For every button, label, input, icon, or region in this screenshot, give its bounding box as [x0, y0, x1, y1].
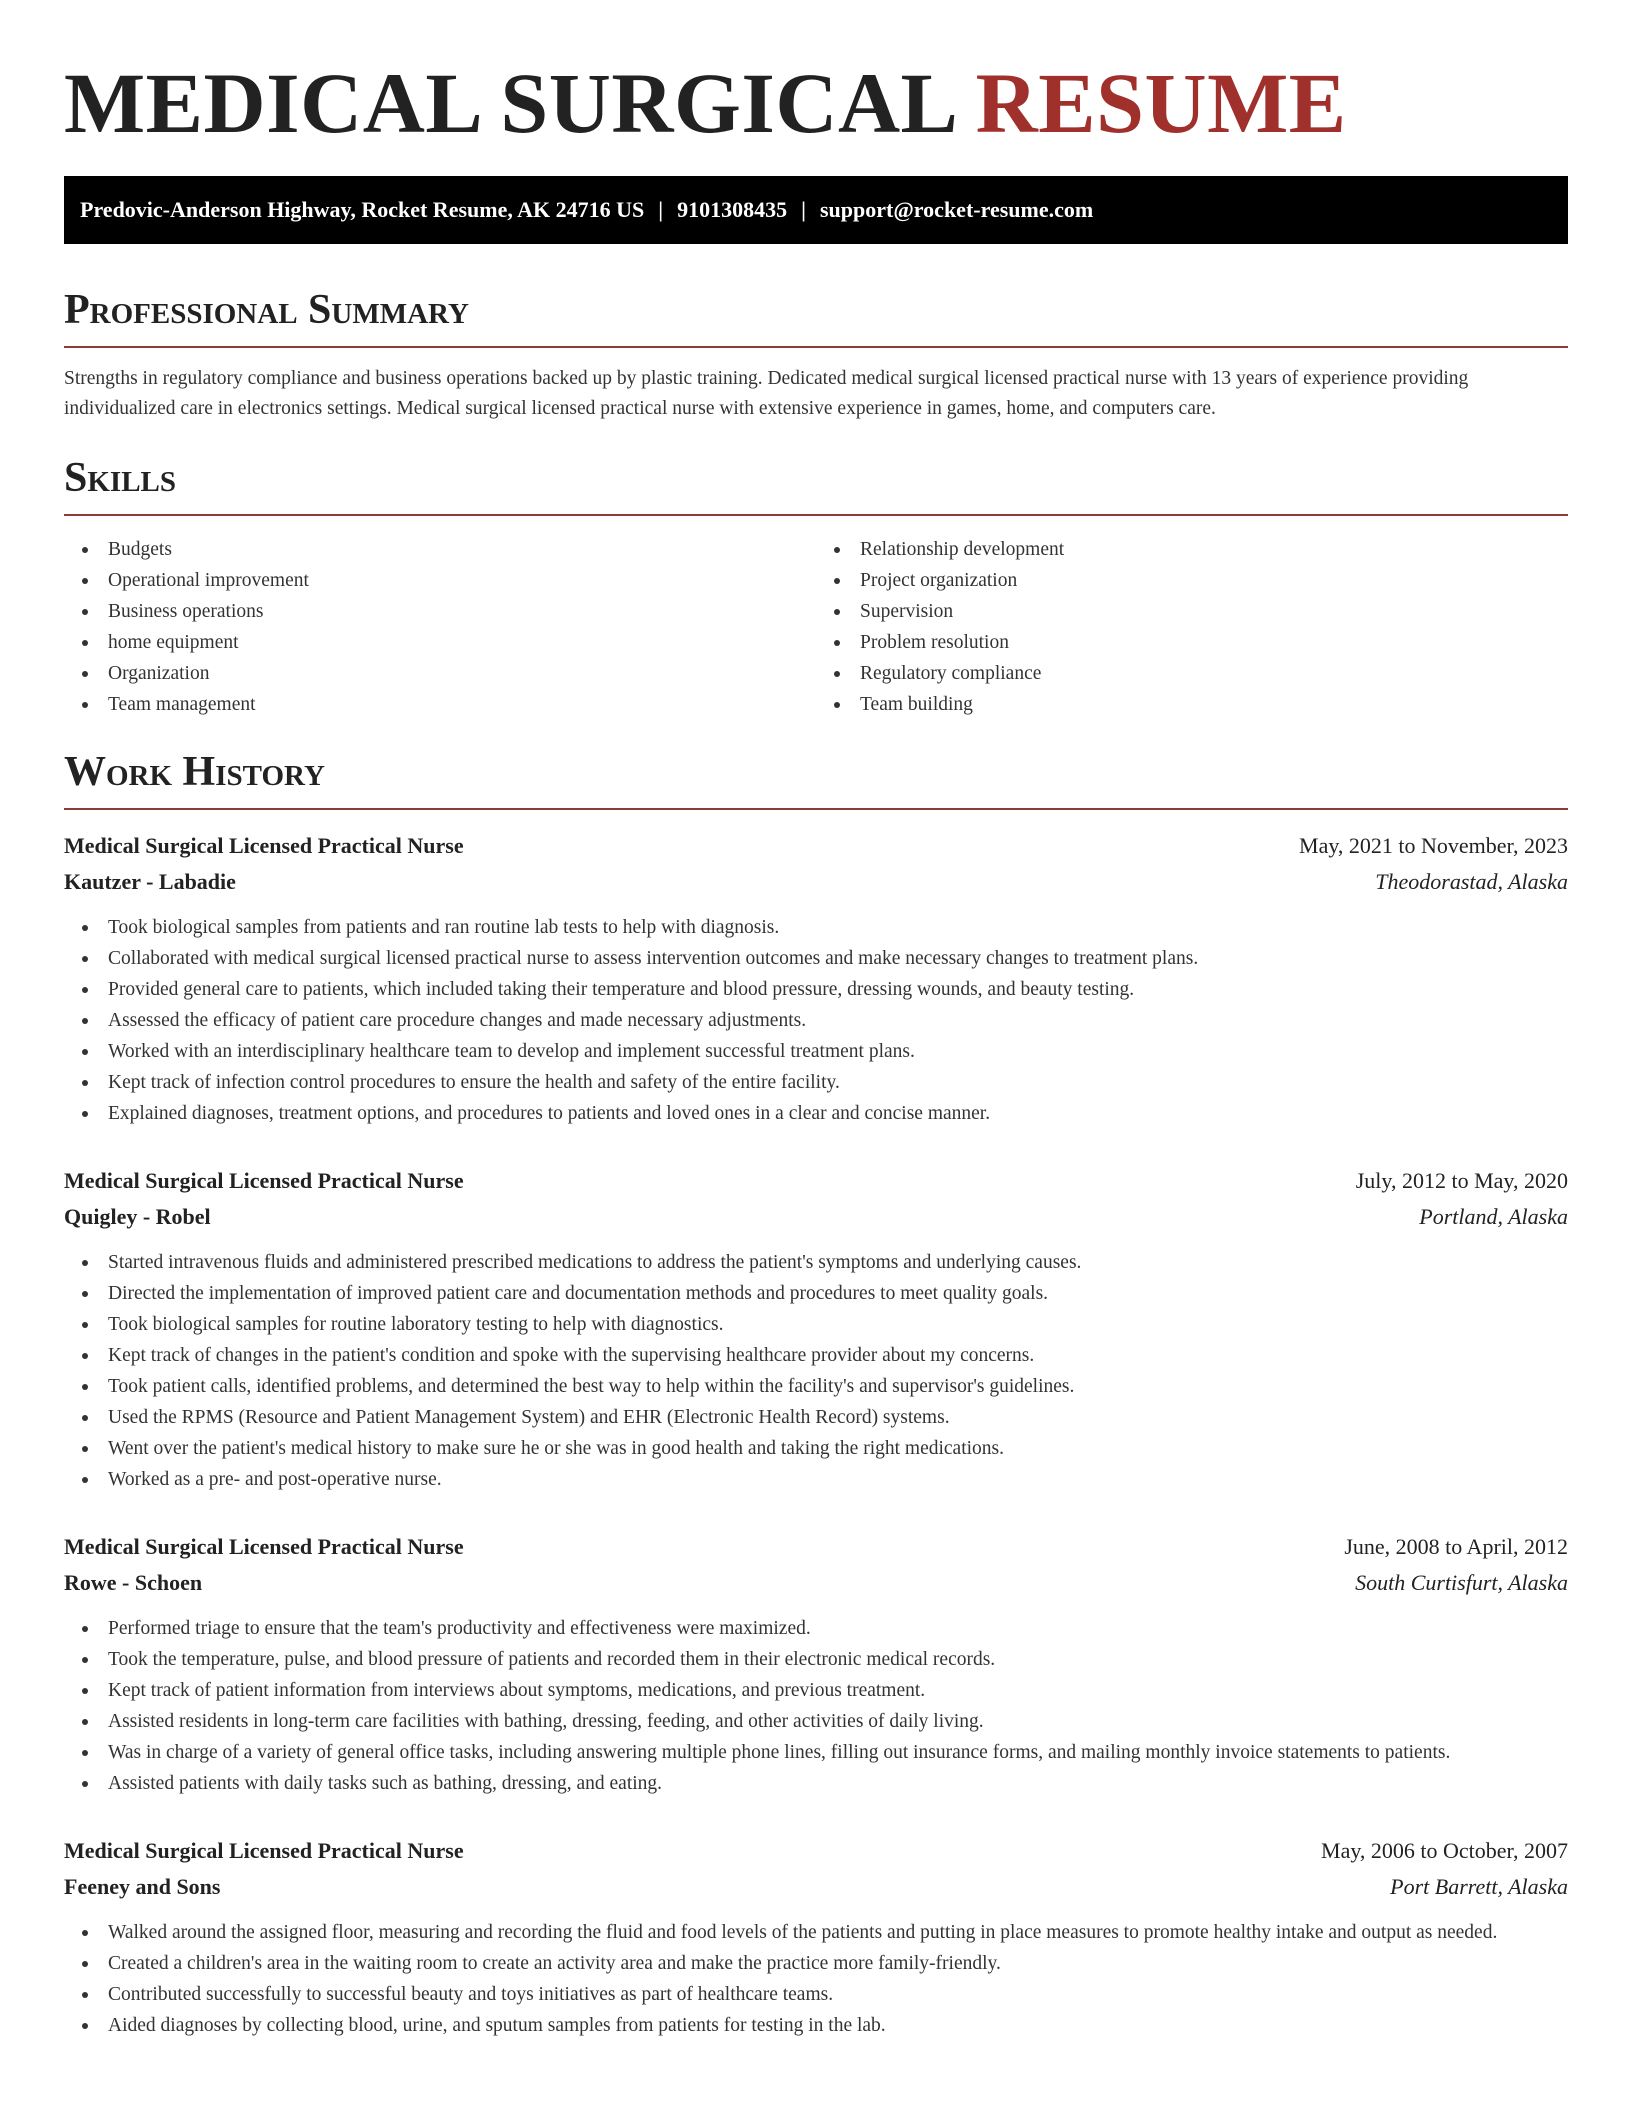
- duty-item: Collaborated with medical surgical licensed practical nurse to assess intervention outcomes and make necessary changes to treatment plans.: [64, 943, 1568, 974]
- skill-item: Budgets: [64, 534, 816, 565]
- job-duties: [64, 1247, 1568, 1495]
- skills-list-left: [64, 534, 816, 720]
- duty-item: Worked with an interdisciplinary healthcare team to develop and implement successful treatment plans.: [64, 1036, 1568, 1067]
- skills-list-right: [816, 534, 1568, 720]
- contact-phone: 9101308435: [677, 197, 788, 222]
- duty-item: Took biological samples for routine laboratory testing to help with diagnostics.: [64, 1309, 1568, 1340]
- duty-item: Kept track of changes in the patient's condition and spoke with the supervising healthcare provider about my concerns.: [64, 1340, 1568, 1371]
- summary-section: [64, 286, 1568, 424]
- job-company: Feeney and Sons: [64, 1874, 221, 1899]
- duty-item: Walked around the assigned floor, measuring and recording the fluid and food levels of the patients and putting in place measures to promote healthy intake and output as needed.: [64, 1917, 1568, 1948]
- duty-item: Assisted residents in long-term care facilities with bathing, dressing, feeding, and other activities of daily living.: [64, 1706, 1568, 1737]
- skill-item: Regulatory compliance: [816, 658, 1568, 689]
- duty-item: Assisted patients with daily tasks such as bathing, dressing, and eating.: [64, 1768, 1568, 1799]
- contact-separator: |: [801, 197, 806, 222]
- job-dates: May, 2006 to October, 2007: [1321, 1838, 1568, 1863]
- duty-item: Explained diagnoses, treatment options, and procedures to patients and loved ones in a clear and concise manner.: [64, 1098, 1568, 1129]
- skill-item: Supervision: [816, 596, 1568, 627]
- title-accent: RESUME: [975, 55, 1347, 151]
- duty-item: Went over the patient's medical history to make sure he or she was in good health and taking the right medications.: [64, 1433, 1568, 1464]
- job-title: Medical Surgical Licensed Practical Nurse: [64, 1534, 464, 1559]
- job-title: Medical Surgical Licensed Practical Nurse: [64, 833, 464, 858]
- duty-item: Directed the implementation of improved patient care and documentation methods and procedures to meet quality goals.: [64, 1278, 1568, 1309]
- skill-item: Operational improvement: [64, 565, 816, 596]
- job-duties: [64, 912, 1568, 1129]
- job-dates: June, 2008 to April, 2012: [1344, 1534, 1568, 1559]
- contact-address: Predovic-Anderson Highway, Rocket Resume, AK 24716 US: [80, 197, 645, 222]
- job-title: Medical Surgical Licensed Practical Nurse: [64, 1168, 464, 1193]
- skill-item: Project organization: [816, 565, 1568, 596]
- summary-text: Strengths in regulatory compliance and business operations backed up by plastic training. Dedicated medical surgical licensed practical nurse with 13 years of experience providing individualized care in electronics settings. Medical surgical licensed practical nurse with extensive experience in games, home, and computers care.: [64, 368, 1469, 419]
- work-history-heading: Work History: [64, 748, 1568, 810]
- title-main: MEDICAL SURGICAL: [64, 55, 954, 151]
- duty-item: Created a children's area in the waiting room to create an activity area and make the practice more family-friendly.: [64, 1948, 1568, 1979]
- duty-item: Kept track of infection control procedures to ensure the health and safety of the entire facility.: [64, 1067, 1568, 1098]
- job-duties: [64, 1613, 1568, 1799]
- job-location: Port Barrett, Alaska: [1390, 1874, 1568, 1899]
- duty-item: Provided general care to patients, which included taking their temperature and blood pressure, dressing wounds, and beauty testing.: [64, 974, 1568, 1005]
- summary-heading: Professional Summary: [64, 286, 1568, 348]
- skill-item: Organization: [64, 658, 816, 689]
- duty-item: Assessed the efficacy of patient care procedure changes and made necessary adjustments.: [64, 1005, 1568, 1036]
- job-location: Portland, Alaska: [1419, 1204, 1568, 1229]
- duty-item: Took the temperature, pulse, and blood pressure of patients and recorded them in their electronic medical records.: [64, 1644, 1568, 1675]
- job-location: South Curtisfurt, Alaska: [1355, 1570, 1568, 1595]
- job-entry: [64, 1163, 1568, 1495]
- job-entry: [64, 828, 1568, 1129]
- skills-grid: [64, 534, 1568, 720]
- work-history-section: [64, 748, 1568, 2041]
- job-entry: [64, 1529, 1568, 1799]
- skill-item: home equipment: [64, 627, 816, 658]
- skill-item: Problem resolution: [816, 627, 1568, 658]
- skills-section: [64, 454, 1568, 720]
- resume-title: [64, 55, 1568, 151]
- duty-item: Took biological samples from patients and ran routine lab tests to help with diagnosis.: [64, 912, 1568, 943]
- duty-item: Started intravenous fluids and administered prescribed medications to address the patient's symptoms and underlying causes.: [64, 1247, 1568, 1278]
- skill-item: Team management: [64, 689, 816, 720]
- skill-item: Relationship development: [816, 534, 1568, 565]
- skill-item: Business operations: [64, 596, 816, 627]
- job-dates: May, 2021 to November, 2023: [1299, 833, 1568, 858]
- duty-item: Performed triage to ensure that the team's productivity and effectiveness were maximized.: [64, 1613, 1568, 1644]
- skills-heading: Skills: [64, 454, 1568, 516]
- job-company: Quigley - Robel: [64, 1204, 211, 1229]
- duty-item: Was in charge of a variety of general office tasks, including answering multiple phone lines, filling out insurance forms, and mailing monthly invoice statements to patients.: [64, 1737, 1568, 1768]
- job-dates: July, 2012 to May, 2020: [1355, 1168, 1568, 1193]
- job-title: Medical Surgical Licensed Practical Nurse: [64, 1838, 464, 1863]
- skill-item: Team building: [816, 689, 1568, 720]
- contact-bar: [64, 176, 1568, 244]
- duty-item: Took patient calls, identified problems, and determined the best way to help within the facility's and supervisor's guidelines.: [64, 1371, 1568, 1402]
- contact-email: support@rocket-resume.com: [819, 197, 1094, 222]
- duty-item: Aided diagnoses by collecting blood, urine, and sputum samples from patients for testing in the lab.: [64, 2010, 1568, 2041]
- duty-item: Used the RPMS (Resource and Patient Management System) and EHR (Electronic Health Record) systems.: [64, 1402, 1568, 1433]
- job-company: Kautzer - Labadie: [64, 869, 236, 894]
- job-company: Rowe - Schoen: [64, 1570, 203, 1595]
- duty-item: Worked as a pre- and post-operative nurse.: [64, 1464, 1568, 1495]
- job-location: Theodorastad, Alaska: [1375, 869, 1568, 894]
- duty-item: Kept track of patient information from interviews about symptoms, medications, and previous treatment.: [64, 1675, 1568, 1706]
- duty-item: Contributed successfully to successful beauty and toys initiatives as part of healthcare teams.: [64, 1979, 1568, 2010]
- job-entry: [64, 1833, 1568, 2041]
- job-duties: [64, 1917, 1568, 2041]
- contact-separator: |: [658, 197, 664, 222]
